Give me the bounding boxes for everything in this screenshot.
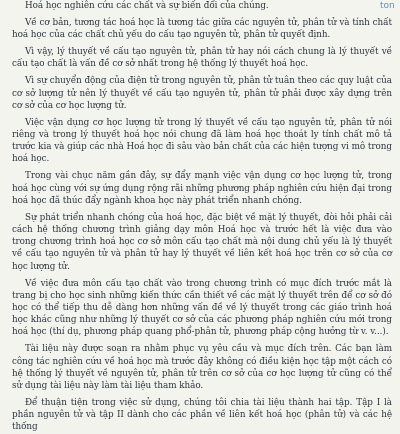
- paragraph-4: Vì sự chuyển động của điện tử trong nguyên tử, phân tử tuân theo các quy luật của cơ sở lượng tử nên lý thuyết về cấu tạo nguyên tử, phân tử phải được xây dựng trên cơ sở của cơ học lượng tử.: [12, 76, 392, 111]
- paragraph-7: Sự phát triển nhanh chóng của hoá học, đặc biệt về mặt lý thuyết, đòi hỏi phải cải cách hệ thống chương trình giảng dạy môn Hoá học và trước hết là việc đưa vào trong chương trình hoá học cơ sở môn cấu tạo chất mà nội dung chủ yếu là lý thuyết về cấu tạo nguyên tử và phân tử hay lý thuyết về liên kết hoá học trên cơ sở của cơ học lượng tử.: [12, 212, 392, 272]
- paragraph-2: Về cơ bản, tương tác hoá học là tương tác giữa các nguyên tử, phân tử và tính chất hoá học của các chất chủ yếu do cấu tạo nguyên tử, phân tử quyết định.: [12, 18, 392, 41]
- page-edge-text: ton: [380, 1, 395, 11]
- text-block: [12, 0, 392, 434]
- paragraph-10: Để thuận tiện trong việc sử dụng, chúng tôi chia tài liệu thành hai tập. Tập I là phần nguyên tử và tập II dành cho các phần về liên kết hoá học (phân tử) và các hệ thống: [12, 398, 392, 433]
- paragraph-9: Tài liệu này được soạn ra nhằm phục vụ yêu cầu và mục đích trên. Các bạn làm công tác nghiên cứu về hoá học mà trước đây không có điều kiện học tập một cách có hệ thống lý thuyết về nguyên tử, phân tử trên cơ sở của cơ học lượng tử cũng có thể sử dụng tài liệu này làm tài liệu tham khảo.: [12, 344, 392, 392]
- paragraph-1: Hoá học nghiên cứu các chất và sự biến đổi của chúng.: [25, 1, 269, 11]
- paragraph-5: Việc vận dụng cơ học lượng tử trong lý thuyết về cấu tạo nguyên tử, phân tử nói riêng và trong lý thuyết hoá học nói chung đã làm hoá học thoát ly tính chất mô tả trước kia và giúp các nhà Hoá học đi sâu vào bản chất của các hiện tượng vi mô trong hoá học.: [12, 117, 392, 165]
- paragraph-3: Vì vậy, lý thuyết về cấu tạo nguyên tử, phân tử hay nói cách chung là lý thuyết về cấu tạo chất là vấn đề cơ sở nhất trong hệ thống lý thuyết hoá học.: [12, 47, 392, 70]
- paragraph-8: Về việc đưa môn cấu tạo chất vào trong chương trình có mục đích trước mắt là trang bị cho học sinh những kiến thức cần thiết về các mặt lý thuyết trên để cơ sở đó học có thể tiếp thu dễ dàng hơn những vấn đề về lý thuyết trong các giáo trình hoá học khác cũng như những lý thuyết cơ sở của các phương pháp nghiên cứu mới trong hoá học (thí dụ, phương pháp quang phổ-phân tử, phương pháp cộng hưởng từ v. v...).: [12, 278, 392, 338]
- paragraph-6: Trong vài chục năm gần đây, sự đẩy mạnh việc vận dụng cơ học lượng tử, trong hoá học cùng với sự ứng dụng rộng rãi những phương pháp nghiên cứu hiện đại trong hoá học đã thúc đẩy ngành khoa học này phát triển nhanh chóng.: [12, 171, 392, 206]
